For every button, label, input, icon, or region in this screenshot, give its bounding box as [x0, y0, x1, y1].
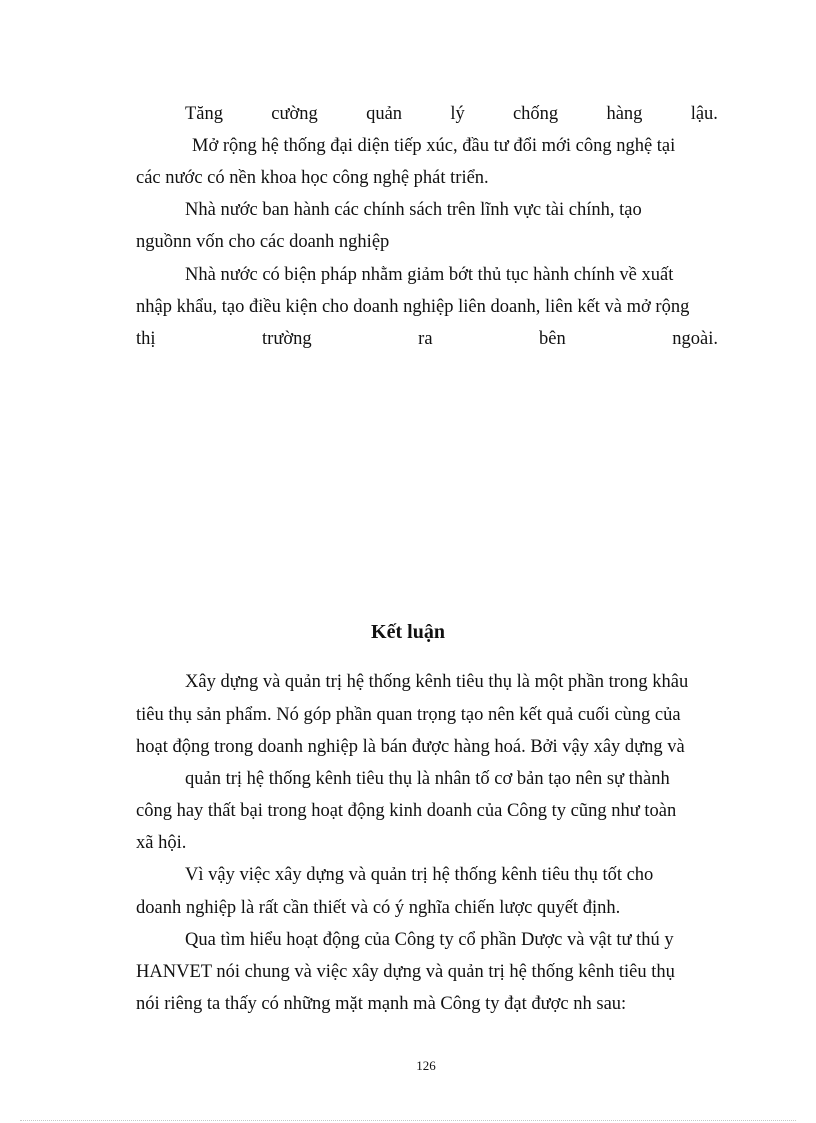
word: thị: [136, 329, 156, 349]
word: bên: [539, 329, 566, 349]
paragraph-line: xã hội.: [136, 833, 187, 853]
word: ngoài.: [672, 329, 718, 349]
section-heading: Kết luận: [371, 621, 445, 643]
paragraph-line: Nhà nước ban hành các chính sách trên lĩnh vực tài chính, tạo: [185, 200, 642, 220]
paragraph-line: doanh nghiệp là rất cần thiết và có ý nghĩa chiến lược quyết định.: [136, 898, 621, 918]
page-number: 126: [416, 1058, 436, 1073]
word: Tăng: [185, 104, 224, 124]
paragraph-line: quản trị hệ thống kênh tiêu thụ là nhân tố cơ bản tạo nên sự thành: [185, 769, 670, 789]
word: cường: [271, 104, 318, 124]
paragraph-line: nhập khẩu, tạo điều kiện cho doanh nghiệp liên doanh, liên kết và mở rộng: [136, 297, 690, 317]
paragraph-line: Nhà nước có biện pháp nhằm giảm bớt thủ tục hành chính về xuất: [185, 265, 674, 285]
paragraph-line: Xây dựng và quản trị hệ thống kênh tiêu thụ là một phần trong khâu: [185, 672, 689, 692]
paragraph-line: [136, 327, 718, 351]
paragraph-line: tiêu thụ sản phẩm. Nó góp phần quan trọng tạo nên kết quả cuối cùng của: [136, 705, 681, 725]
paragraph-line: công hay thất bại trong hoạt động kinh doanh của Công ty cũng như toàn: [136, 801, 677, 821]
word: trường: [262, 329, 312, 349]
paragraph-line: nguồnn vốn cho các doanh nghiệp: [136, 232, 390, 252]
word: lý: [450, 104, 465, 124]
paragraph-line: Qua tìm hiểu hoạt động của Công ty cổ phần Dược và vật tư thú y: [185, 930, 674, 950]
paragraph-line: các nước có nền khoa học công nghệ phát triển.: [136, 168, 489, 188]
word: hàng: [606, 104, 643, 124]
paragraph-line: nói riêng ta thấy có những mặt mạnh mà Công ty đạt được nh sau:: [136, 994, 627, 1014]
paragraph-line: Mở rộng hệ thống đại diện tiếp xúc, đầu tư đổi mới công nghệ tại: [192, 136, 676, 156]
word: lậu.: [690, 104, 718, 124]
paragraph-line: HANVET nói chung và việc xây dựng và quản trị hệ thống kênh tiêu thụ: [136, 962, 675, 982]
paragraph-line: [136, 102, 718, 126]
page-border: [20, 1120, 796, 1121]
word: chống: [512, 104, 559, 124]
word: quản: [366, 104, 403, 124]
paragraph-line: hoạt động trong doanh nghiệp là bán được hàng hoá. Bởi vậy xây dựng và: [136, 737, 685, 757]
paragraph-line: Vì vậy việc xây dựng và quản trị hệ thống kênh tiêu thụ tốt cho: [185, 865, 654, 885]
word: ra: [418, 329, 433, 349]
